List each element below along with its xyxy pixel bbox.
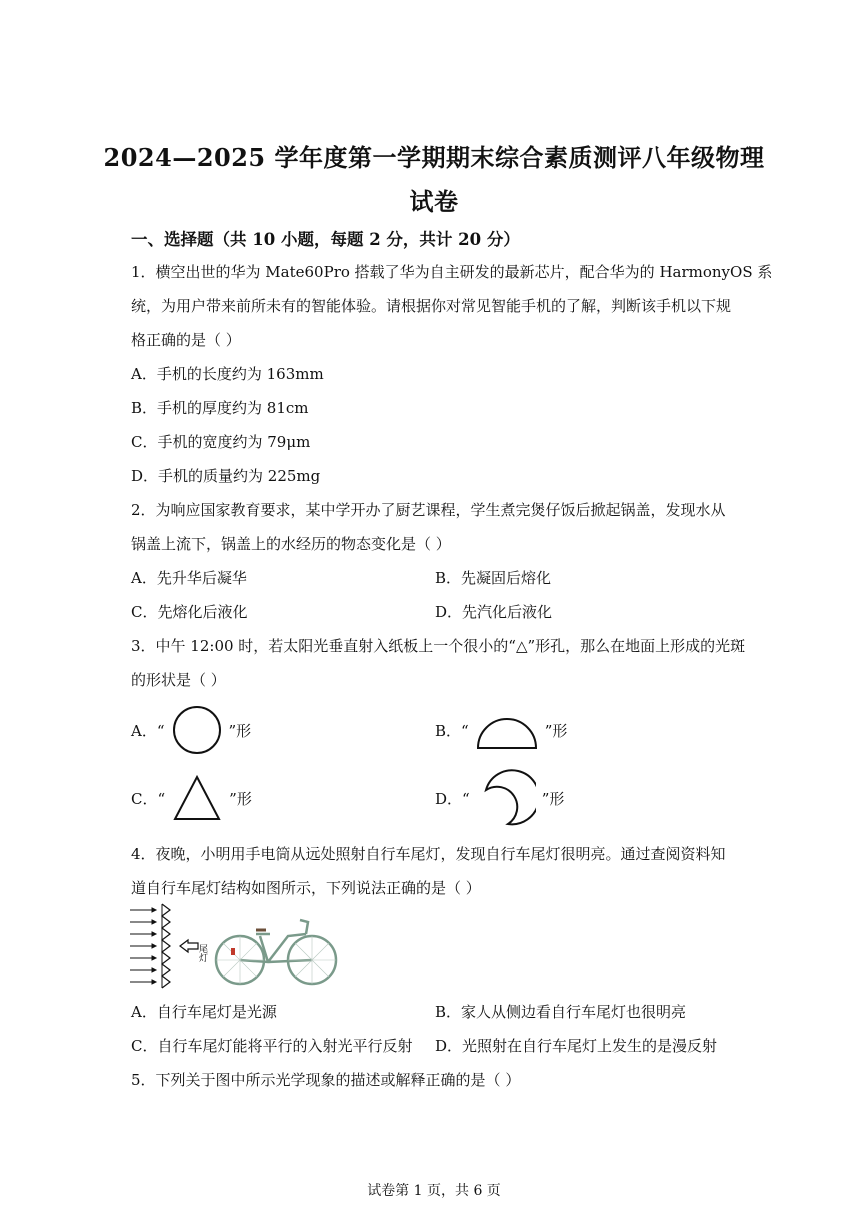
q4-option-b: B．家人从侧边看自行车尾灯也很明亮 [435, 1003, 687, 1021]
q2-option-a: A．先升华后凝华 [131, 569, 247, 587]
circle-icon [171, 704, 223, 756]
triangle-icon [171, 772, 223, 824]
q1-option-c: C．手机的宽度约为 79μm [131, 433, 311, 451]
q3-stem-line1: 3．中午 12:00 时，若太阳光垂直射入纸板上一个很小的“△”形孔，那么在地面上形成的光斑 [131, 637, 746, 655]
page-footer: 试卷第 1 页，共 6 页 [367, 1183, 501, 1199]
reflector-zigzag [162, 904, 170, 988]
q4-stem-line1: 4．夜晚，小明用手电筒从远处照射自行车尾灯，发现自行车尾灯很明亮。通过查阅资料知 [131, 845, 726, 863]
hollow-arrow-icon [180, 940, 198, 952]
q2-option-c: C．先熔化后液化 [131, 603, 248, 621]
incident-rays [130, 908, 156, 984]
semicircle-icon [475, 704, 539, 756]
q3-option-b: B．“ ”形 [435, 704, 567, 756]
q3-option-a: A．“ ”形 [131, 704, 251, 756]
q1-option-d: D．手机的质量约为 225mg [131, 467, 321, 485]
q1-stem-line1: 1．横空出世的华为 Mate60Pro 搭载了华为自主研发的最新芯片，配合华为的 HarmonyOS 系 [131, 263, 773, 281]
exam-title-line2: 试卷 [409, 187, 459, 216]
q2-stem-line1: 2．为响应国家教育要求，某中学开办了厨艺课程，学生煮完煲仔饭后掀起锅盖，发现水从 [131, 501, 726, 519]
wheel-spokes [216, 936, 336, 984]
q5-stem-line1: 5．下列关于图中所示光学现象的描述或解释正确的是（ ） [131, 1071, 521, 1089]
q4-stem-line2: 道自行车尾灯结构如图所示，下列说法正确的是（ ） [131, 879, 481, 897]
q2-option-d: D．先汽化后液化 [435, 603, 553, 621]
q3-option-d: D．“ ”形 [435, 768, 564, 828]
q1-stem-line2: 统，为用户带来前所未有的智能体验。请根据你对常见智能手机的了解，判断该手机以下规 [131, 297, 732, 315]
q2-stem-line2: 锅盖上流下，锅盖上的水经历的物态变化是（ ） [131, 535, 451, 553]
q3-stem-line2: 的形状是（ ） [131, 671, 226, 689]
section-heading: 一、选择题（共 10 小题，每题 2 分，共计 20 分） [131, 230, 520, 249]
q1-option-b: B．手机的厚度约为 81cm [131, 399, 309, 417]
q2-option-b: B．先凝固后熔化 [435, 569, 552, 587]
taillight-marker [231, 948, 235, 955]
crescent-icon [476, 768, 536, 828]
q1-option-a: A．手机的长度约为 163mm [131, 365, 324, 383]
q3-option-c: C．“ ”形 [131, 772, 252, 824]
exam-title-line1: 2024—2025 学年度第一学期期末综合素质测评八年级物理 [103, 143, 765, 172]
q4-option-c: C．自行车尾灯能将平行的入射光平行反射 [131, 1037, 413, 1055]
q4-option-a: A．自行车尾灯是光源 [131, 1003, 277, 1021]
bicycle-taillight-figure [128, 900, 348, 992]
taillight-label: 尾灯 [197, 944, 207, 962]
q1-stem-line3: 格正确的是（ ） [131, 331, 241, 349]
q4-option-d: D．光照射在自行车尾灯上发生的是漫反射 [435, 1037, 718, 1055]
